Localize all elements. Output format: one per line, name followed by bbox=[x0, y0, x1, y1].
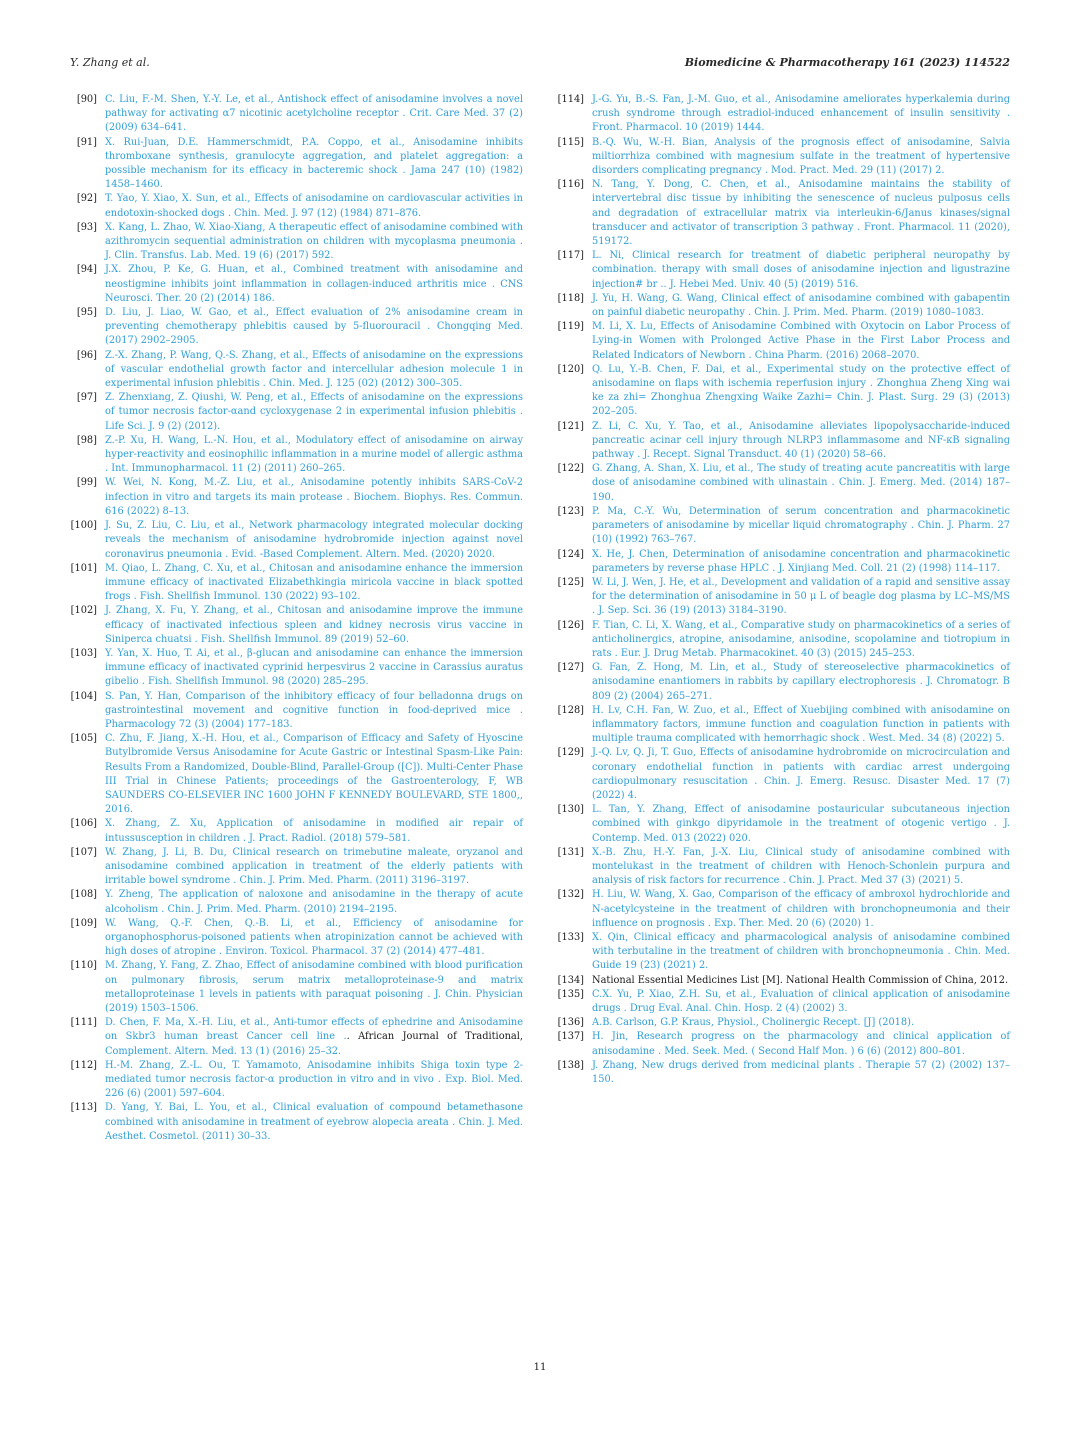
reference-number: [127] bbox=[557, 662, 584, 674]
reference-number: [103] bbox=[70, 647, 97, 659]
reference-link[interactable]: W. Wei, N. Kong, M.-Z. Liu, et al., Anisodamine potently inhibits SARS-CoV-2 infection in vitro and targets its main protease . Biochem. Biophys. Res. Commun. 616 (2022) 8–13. bbox=[105, 477, 523, 517]
reference-number: [129] bbox=[557, 747, 584, 759]
reference-item bbox=[557, 178, 1010, 249]
reference-text bbox=[592, 974, 1010, 988]
reference-link[interactable]: D. Liu, J. Liao, W. Gao, et al., Effect evaluation of 2% anisodamine cream in preventing chemotherapy phlebitis caused by 5-fluorouracil . Chongqing Med. (2017) 2902–2905. bbox=[105, 307, 523, 347]
reference-item bbox=[557, 704, 1010, 747]
reference-item bbox=[557, 988, 1010, 1016]
reference-link[interactable]: X. Zhang, Z. Xu, Application of anisodamine in modified air repair of intussusception in children . J. Pract. Radiol. (2018) 579–581. bbox=[105, 818, 523, 844]
reference-number: [134] bbox=[557, 974, 584, 986]
reference-item bbox=[70, 690, 523, 733]
reference-item bbox=[70, 888, 523, 916]
reference-link[interactable]: C. Liu, F.-M. Shen, Y.-Y. Le, et al., Antishock effect of anisodamine involves a novel pathway for activating α7 nicotinic acetylcholine receptor . Crit. Care Med. 37 (2) (2009) 634–641. bbox=[105, 94, 523, 134]
reference-number: [94] bbox=[76, 264, 97, 276]
reference-link[interactable]: X. Rui-Juan, D.E. Hammerschmidt, P.A. Coppo, et al., Anisodamine inhibits thromboxane synthesis, granulocyte aggregation, and platelet aggregation: a possible mechanism for its efficacy in bacteremic shock . Jama 247 (10) (1982) 1458–1460. bbox=[105, 136, 523, 191]
reference-text bbox=[592, 136, 1010, 179]
reference-link[interactable]: L. Ni, Clinical research for treatment of diabetic peripheral neuropathy by combination. therapy with small doses of anisodamine injection and ligustrazine injection# br .. J. Hebei Med. Univ. 40 (5) (2019) 516. bbox=[592, 250, 1010, 290]
reference-number: [96] bbox=[76, 349, 97, 361]
reference-item bbox=[557, 888, 1010, 931]
reference-text bbox=[105, 888, 523, 916]
reference-link[interactable]: H. Lv, C.H. Fan, W. Zuo, et al., Effect of Xuebijing combined with anisodamine on inflammatory factors, immune function and coagulation function in patients with multiple trauma complicated with hemorrhagic shock . West. Med. 34 (8) (2022) 5. bbox=[592, 704, 1010, 745]
running-head-authors: Y. Zhang et al. bbox=[70, 56, 150, 69]
page-header bbox=[70, 56, 1010, 69]
reference-item bbox=[70, 391, 523, 434]
reference-text bbox=[105, 221, 523, 264]
reference-item bbox=[557, 93, 1010, 136]
reference-link[interactable]: J. Zhang, X. Fu, Y. Zhang, et al., Chitosan and anisodamine improve the immune efficacy of inactivated infectious spleen and kidney necrosis virus vaccine in Siniperca chuatsi . Fish. Shellfish Immunol. 89 (2019) 52–60. bbox=[105, 605, 523, 645]
reference-number: [123] bbox=[557, 505, 584, 517]
reference-item bbox=[557, 803, 1010, 846]
reference-number: [91] bbox=[76, 136, 97, 148]
reference-link[interactable]: D. Yang, Y. Bai, L. You, et al., Clinical evaluation of compound betamethasone combined with anisodamine in treatment of eyebrow alopecia areata . Chin. J. Med. Aesthet. Cosmetol. (2011) 30–33. bbox=[105, 1102, 523, 1142]
reference-link[interactable]: C. Zhu, F. Jiang, X.-H. Hou, et al., Comparison of Efficacy and Safety of Hyoscine Butylbromide Versus Anisodamine for Acute Gastric or Intestinal Spasm-Like Pain: Results From a Randomized, Double-Blind, Parallel-Group ([C]). Multi-Center Phase III Trial in Chinese Patients; proceedings of the Gastroenterology, F, WB SAUNDERS CO-ELSEVIER INC 1600 JOHN F KENNEDY BOULEVARD, STE 1800,, 2016. bbox=[105, 733, 523, 816]
reference-link[interactable]: J.X. Zhou, P. Ke, G. Huan, et al., Combined treatment with anisodamine and neostigmine inhibits joint inflammation in collagen-induced arthritis mice . CNS Neurosci. Ther. 20 (2) (2014) 186. bbox=[105, 264, 523, 304]
reference-text bbox=[592, 249, 1010, 292]
references-column-right bbox=[557, 93, 1010, 1144]
reference-link[interactable]: X. He, J. Chen, Determination of anisodamine concentration and pharmacokinetic parameters by reverse phase HPLC . J. Xinjiang Med. Coll. 21 (2) (1998) 114–117. bbox=[592, 548, 1010, 574]
reference-link[interactable]: Complement. Altern. Med. 13 (1) (2016) 25–32. bbox=[105, 1045, 342, 1057]
reference-text bbox=[105, 959, 523, 1016]
reference-item bbox=[557, 505, 1010, 548]
reference-text bbox=[592, 320, 1010, 363]
reference-text bbox=[592, 988, 1010, 1016]
reference-item bbox=[557, 363, 1010, 420]
reference-link[interactable]: L. Tan, Y. Zhang, Effect of anisodamine postauricular subcutaneous injection combined with ginkgo dipyridamole in the treatment of otogenic vertigo . J. Contemp. Med. 013 (2022) 020. bbox=[592, 804, 1010, 844]
reference-item bbox=[557, 462, 1010, 505]
reference-link[interactable]: X. Qin, Clinical efficacy and pharmacological analysis of anisodamine combined with terbutaline in the treatment of children with bronchopneumonia . Chin. Med. Guide 19 (23) (2021) 2. bbox=[592, 931, 1010, 972]
reference-text bbox=[105, 917, 523, 960]
reference-number: [117] bbox=[557, 250, 584, 262]
reference-link[interactable]: X.-B. Zhu, H.-Y. Fan, J.-X. Liu, Clinical study of anisodamine combined with montelukast in the treatment of children with Henoch-Schonlein purpura and analysis of risk factors for recurrence . Chin. J. Pract. Med 37 (3) (2021) 5. bbox=[592, 846, 1010, 887]
reference-item bbox=[70, 604, 523, 647]
reference-number: [118] bbox=[557, 292, 584, 304]
reference-link[interactable]: J.-G. Yu, B.-S. Fan, J.-M. Guo, et al., Anisodamine ameliorates hyperkalemia during crush syndrome through estradiol-induced enhancement of insulin sensitivity . Front. Pharmacol. 10 (2019) 1444. bbox=[592, 94, 1010, 134]
reference-link[interactable]: W. Zhang, J. Li, B. Du, Clinical research on trimebutine maleate, oryzanol and anisodamine combined application in treatment of the elderly patients with irritable bowel syndrome . Chin. J. Prim. Med. Pharm. (2011) 3196–3197. bbox=[105, 846, 523, 887]
reference-number: [131] bbox=[557, 846, 584, 858]
reference-text bbox=[105, 476, 523, 519]
reference-text bbox=[592, 846, 1010, 889]
reference-number: [132] bbox=[557, 889, 584, 901]
reference-number: [97] bbox=[76, 392, 97, 404]
reference-number: [98] bbox=[76, 434, 97, 446]
reference-link[interactable]: Z. Zhenxiang, Z. Qiushi, W. Peng, et al., Effects of anisodamine on the expressions of tumor necrosis factor-αand cycloxygenase 2 in experimental infusion phlebitis . Life Sci. J. 9 (2) (2012). bbox=[105, 392, 523, 432]
reference-link[interactable]: Z.-P. Xu, H. Wang, L.-N. Hou, et al., Modulatory effect of anisodamine on airway hyper-reactivity and eosinophilic inflammation in a murine model of allergic asthma . Int. Immunopharmacol. 11 (2) (2011) 260–265. bbox=[105, 434, 523, 475]
reference-link[interactable]: F. Tian, C. Li, X. Wang, et al., Comparative study on pharmacokinetics of a series of anticholinergics, atropine, anisodamine, anisodine, scopolamine and tiotropium in rats . Eur. J. Drug Metab. Pharmacokinet. 40 (3) (2015) 245–253. bbox=[592, 619, 1010, 659]
reference-text bbox=[592, 619, 1010, 662]
reference-text bbox=[592, 462, 1010, 505]
reference-number: [137] bbox=[557, 1031, 584, 1043]
reference-link[interactable]: H. Liu, W. Wang, X. Gao, Comparison of the efficacy of ambroxol hydrochloride and N-acetylcysteine in the treatment of children with bronchopneumonia and their influence on prognosis . Exp. Ther. Med. 20 (6) (2020) 1. bbox=[592, 889, 1010, 929]
reference-number: [100] bbox=[70, 520, 97, 532]
reference-item bbox=[557, 746, 1010, 803]
reference-text bbox=[592, 1030, 1010, 1058]
reference-item bbox=[70, 647, 523, 690]
reference-number: [125] bbox=[557, 576, 584, 588]
reference-link[interactable]: Y. Yan, X. Huo, T. Ai, et al., β-glucan and anisodamine can enhance the immersion immune efficacy of inactivated cyprinid herpesvirus 2 vaccine in Carassius auratus gibelio . Fish. Shellfish Immunol. 98 (2020) 285–295. bbox=[105, 647, 523, 688]
reference-number: [135] bbox=[557, 988, 584, 1000]
reference-link[interactable]: B.-Q. Wu, W.-H. Bian, Analysis of the prognosis effect of anisodamine, Salvia miltiorrhiza combined with magnesium sulfate in the treatment of hypertensive disorders complicating pregnancy . Mod. Pract. Med. 29 (11) (2017) 2. bbox=[592, 136, 1010, 177]
reference-number: [95] bbox=[76, 307, 97, 319]
reference-number: [128] bbox=[557, 704, 584, 716]
reference-link[interactable]: Z. Li, C. Xu, Y. Tao, et al., Anisodamine alleviates lipopolysaccharide-induced pancreatic acinar cell injury through NLRP3 inflammasome and NF-κB signaling pathway . J. Recept. Signal Transduct. 40 (1) (2020) 58–66. bbox=[592, 420, 1010, 461]
reference-number: [121] bbox=[557, 420, 584, 432]
reference-text bbox=[592, 548, 1010, 576]
reference-number: [105] bbox=[70, 733, 97, 745]
reference-text bbox=[105, 306, 523, 349]
reference-text bbox=[592, 178, 1010, 249]
reference-link[interactable]: J.-Q. Lv, Q. Ji, T. Guo, Effects of anisodamine hydrobromide on microcirculation and coronary endothelial function in patients with cardiac arrest undergoing cardiopulmonary resuscitation . Chin. J. Emerg. Resusc. Disaster Med. 17 (7) (2022) 4. bbox=[592, 747, 1010, 801]
reference-link[interactable]: J. Su, Z. Liu, C. Liu, et al., Network pharmacology integrated molecular docking reveals the mechanism of anisodamine hydrobromide injection against novel coronavirus pneumonia . Evid. -Based Complement. Altern. Med. (2020) 2020. bbox=[105, 520, 523, 560]
page-footer bbox=[0, 1362, 1080, 1373]
reference-item bbox=[557, 249, 1010, 292]
reference-number: [107] bbox=[70, 846, 97, 858]
reference-item bbox=[70, 1059, 523, 1102]
reference-link[interactable]: N. Tang, Y. Dong, C. Chen, et al., Anisodamine maintains the stability of intervertebral disc tissue by inhibiting the senescence of nucleus pulposus cells and degradation of extracellular matrix via interleukin-6/Janus kinases/signal transducer and activator of transcription 3 pathway . Front. Pharmacol. 11 (2020), 519172. bbox=[592, 179, 1010, 248]
reference-text bbox=[105, 562, 523, 605]
reference-number: [106] bbox=[70, 818, 97, 830]
reference-item bbox=[557, 661, 1010, 704]
reference-link[interactable]: H. Jin, Research progress on the pharmacology and clinical application of anisodamine . Med. Seek. Med. ( Second Half Mon. ) 6 (6) (2012) 800–801. bbox=[592, 1031, 1010, 1057]
reference-item bbox=[557, 846, 1010, 889]
reference-text bbox=[105, 604, 523, 647]
reference-link[interactable]: J. Zhang, New drugs derived from medicinal plants . Therapie 57 (2) (2002) 137–150. bbox=[592, 1059, 1010, 1086]
reference-number: [90] bbox=[76, 94, 97, 105]
reference-item bbox=[557, 576, 1010, 619]
reference-link[interactable]: M. Li, X. Lu, Effects of Anisodamine Combined with Oxytocin on Labor Process of Lying-in Women with Prolonged Active Phase in the First Labor Process and Related Indicators of Newborn . China Pharm. (2016) 2068–2070. bbox=[592, 321, 1010, 361]
reference-item bbox=[70, 519, 523, 562]
reference-item bbox=[70, 434, 523, 477]
reference-number: [92] bbox=[76, 193, 97, 205]
reference-text bbox=[105, 263, 523, 306]
reference-link[interactable]: M. Zhang, Y. Fang, Z. Zhao, Effect of anisodamine combined with blood purification on pulmonary fibrosis, serum matrix metalloproteinase-9 and matrix metalloproteinase 1 levels in patients with paraquat poisoning . J. Chin. Physician (2019) 1503–1506. bbox=[105, 960, 523, 1014]
reference-text bbox=[105, 93, 523, 136]
reference-number: [133] bbox=[557, 931, 584, 943]
reference-number: [93] bbox=[76, 221, 97, 233]
reference-link[interactable]: W. Li, J. Wen, J. He, et al., Development and validation of a rapid and sensitive assay for the determination of anisodamine in 50 μ L of beagle dog plasma by LC–MS/MS . J. Sep. Sci. 36 (19) (2013) 3184–3190. bbox=[592, 576, 1010, 617]
reference-text bbox=[105, 1101, 523, 1144]
reference-link[interactable]: G. Fan, Z. Hong, M. Lin, et al., Study of stereoselective pharmacokinetics of anisodamine enantiomers in rabbits by capillary electrophoresis . J. Chromatogr. B 809 (2) (2004) 265–271. bbox=[592, 662, 1010, 702]
reference-link[interactable]: Z.-X. Zhang, P. Wang, Q.-S. Zhang, et al., Effects of anisodamine on the expressions of vascular endothelial growth factor and intercellular adhesion molecule 1 in experimental infusion phlebitis . Chin. Med. J. 125 (02) (2012) 300–305. bbox=[105, 349, 523, 390]
reference-text bbox=[105, 136, 523, 193]
reference-plain-text: National Essential Medicines List [M]. National Health Commission of China, 2012. bbox=[592, 974, 1009, 986]
reference-text bbox=[105, 647, 523, 690]
reference-item bbox=[70, 192, 523, 220]
reference-item bbox=[70, 846, 523, 889]
reference-number: [136] bbox=[557, 1017, 584, 1029]
reference-number: [124] bbox=[557, 548, 584, 560]
reference-text bbox=[105, 732, 523, 817]
reference-link[interactable]: W. Wang, Q.-F. Chen, Q.-B. Li, et al., Efficiency of anisodamine for organophosphorus-poisoned patients when atropinization cannot be achieved with high doses of atropine . Environ. Toxicol. Pharmacol. 37 (2) (2014) 477–481. bbox=[105, 917, 523, 958]
reference-number: [130] bbox=[557, 804, 584, 816]
reference-item bbox=[70, 732, 523, 817]
reference-link[interactable]: M. Qiao, L. Zhang, C. Xu, et al., Chitosan and anisodamine enhance the immersion immune efficacy of inactivated Elizabethkingia miricola vaccine in black spotted frogs . Fish. Shellfish Immunol. 130 (2022) 93–102. bbox=[105, 562, 523, 603]
reference-item bbox=[70, 817, 523, 845]
reference-item bbox=[70, 93, 523, 136]
references-column-left bbox=[70, 93, 523, 1144]
reference-text bbox=[592, 931, 1010, 974]
reference-number: [99] bbox=[76, 477, 97, 489]
reference-number: [109] bbox=[70, 917, 97, 929]
reference-link[interactable]: T. Yao, Y. Xiao, X. Sun, et al., Effects of anisodamine on cardiovascular activities in endotoxin-shocked dogs . Chin. Med. J. 97 (12) (1984) 871–876. bbox=[105, 193, 523, 219]
reference-text bbox=[592, 420, 1010, 463]
reference-link[interactable]: J. Yu, H. Wang, G. Wang, Clinical effect of anisodamine combined with gabapentin on painful diabetic neuropathy . Chin. J. Prim. Med. Pharm. (2019) 1080–1083. bbox=[592, 292, 1010, 319]
references-section bbox=[70, 93, 1010, 1144]
reference-link[interactable]: P. Ma, C.-Y. Wu, Determination of serum concentration and pharmacokinetic parameters of anisodamine by micellar liquid chromatography . Chin. J. Pharm. 27 (10) (1992) 763–767. bbox=[592, 505, 1010, 546]
reference-text bbox=[105, 846, 523, 889]
reference-link[interactable]: S. Pan, Y. Han, Comparison of the inhibitory efficacy of four belladonna drugs on gastrointestinal movement and cognitive function in food-deprived mice . Pharmacology 72 (3) (2004) 177–183. bbox=[105, 690, 523, 730]
reference-text bbox=[592, 93, 1010, 136]
reference-link[interactable]: Q. Lu, Y.-B. Chen, F. Dai, et al., Experimental study on the protective effect of anisodamine on flaps with ischemia reperfusion injury . Zhonghua Zheng Xing wai ke za zhi= Zhonghua Zhengxing Waike Zazhi= Chin. J. Plast. Surg. 29 (3) (2013) 202–205. bbox=[592, 363, 1010, 418]
reference-item bbox=[557, 420, 1010, 463]
reference-number: [101] bbox=[70, 562, 97, 574]
reference-number: [111] bbox=[70, 1017, 97, 1029]
reference-item bbox=[70, 221, 523, 264]
reference-item bbox=[70, 349, 523, 392]
reference-number: [102] bbox=[70, 605, 97, 617]
reference-text bbox=[105, 434, 523, 477]
reference-text bbox=[105, 1059, 523, 1102]
running-head-journal: Biomedicine & Pharmacotherapy 161 (2023) 114522 bbox=[684, 56, 1010, 69]
reference-item bbox=[557, 1016, 1010, 1030]
reference-item bbox=[557, 292, 1010, 320]
reference-link[interactable]: A.B. Carlson, G.P. Kraus, Physiol., Cholinergic Recept. [J] (2018). bbox=[592, 1017, 915, 1029]
reference-text bbox=[592, 1059, 1010, 1087]
reference-text bbox=[592, 661, 1010, 704]
reference-item bbox=[70, 959, 523, 1016]
reference-text bbox=[592, 704, 1010, 747]
reference-item bbox=[70, 306, 523, 349]
reference-number: [120] bbox=[557, 363, 584, 375]
reference-number: [104] bbox=[70, 690, 97, 702]
reference-plain-text: . African Journal of Traditional, bbox=[346, 1031, 523, 1043]
reference-item bbox=[557, 974, 1010, 988]
reference-item bbox=[557, 1059, 1010, 1087]
reference-number: [116] bbox=[557, 179, 584, 191]
page-number: 11 bbox=[533, 1362, 547, 1373]
reference-item bbox=[557, 619, 1010, 662]
reference-item bbox=[557, 136, 1010, 179]
reference-item bbox=[70, 263, 523, 306]
reference-link[interactable]: Y. Zheng, The application of naloxone and anisodamine in the therapy of acute alcoholism . Chin. J. Prim. Med. Pharm. (2010) 2194–2195. bbox=[105, 889, 523, 915]
reference-item bbox=[557, 548, 1010, 576]
reference-text bbox=[105, 817, 523, 845]
reference-link[interactable]: D. Chen, F. Ma, X.-H. Liu, et al., Anti-tumor effects of ephedrine and Anisodamine on Skbr3 human breast Cancer cell line . bbox=[105, 1017, 523, 1043]
reference-item bbox=[70, 136, 523, 193]
reference-text bbox=[592, 363, 1010, 420]
reference-text bbox=[592, 1016, 1010, 1030]
reference-text bbox=[105, 690, 523, 733]
reference-item bbox=[557, 1030, 1010, 1058]
reference-number: [138] bbox=[557, 1059, 584, 1071]
reference-text bbox=[105, 349, 523, 392]
reference-number: [114] bbox=[557, 94, 584, 105]
reference-number: [119] bbox=[557, 321, 584, 333]
reference-link[interactable]: H.-M. Zhang, Z.-L. Ou, T. Yamamoto, Anisodamine inhibits Shiga toxin type 2-mediated tumor necrosis factor-α production in vitro and in vivo . Exp. Biol. Med. 226 (6) (2001) 597–604. bbox=[105, 1059, 523, 1100]
reference-link[interactable]: X. Kang, L. Zhao, W. Xiao-Xiang, A therapeutic effect of anisodamine combined with azithromycin sequential administration on children with mycoplasma pneumonia . J. Clin. Transfus. Lab. Med. 19 (6) (2017) 592. bbox=[105, 221, 523, 262]
reference-text bbox=[592, 576, 1010, 619]
reference-text bbox=[105, 192, 523, 220]
reference-link[interactable]: C.X. Yu, P. Xiao, Z.H. Su, et al., Evaluation of clinical application of anisodamine drugs . Drug Eval. Anal. Chin. Hosp. 2 (4) (2002) 3. bbox=[592, 988, 1010, 1014]
reference-item bbox=[70, 1101, 523, 1144]
reference-number: [108] bbox=[70, 889, 97, 901]
reference-text bbox=[105, 1016, 523, 1059]
reference-text bbox=[592, 505, 1010, 548]
reference-number: [110] bbox=[70, 960, 97, 972]
reference-link[interactable]: G. Zhang, A. Shan, X. Liu, et al., The study of treating acute pancreatitis with large dose of anisodamine combined with ulinastain . Chin. J. Emerg. Med. (2014) 187–190. bbox=[592, 463, 1010, 503]
reference-number: [115] bbox=[557, 136, 584, 148]
reference-item bbox=[70, 1016, 523, 1059]
reference-text bbox=[105, 391, 523, 434]
reference-item bbox=[557, 931, 1010, 974]
reference-item bbox=[70, 562, 523, 605]
reference-item bbox=[557, 320, 1010, 363]
reference-number: [126] bbox=[557, 619, 584, 631]
reference-number: [122] bbox=[557, 463, 584, 475]
reference-text bbox=[592, 888, 1010, 931]
reference-text bbox=[592, 803, 1010, 846]
reference-number: [113] bbox=[70, 1102, 97, 1114]
reference-text bbox=[592, 292, 1010, 320]
reference-item bbox=[70, 476, 523, 519]
reference-number: [112] bbox=[70, 1059, 97, 1071]
reference-text bbox=[592, 746, 1010, 803]
reference-text bbox=[105, 519, 523, 562]
reference-item bbox=[70, 917, 523, 960]
